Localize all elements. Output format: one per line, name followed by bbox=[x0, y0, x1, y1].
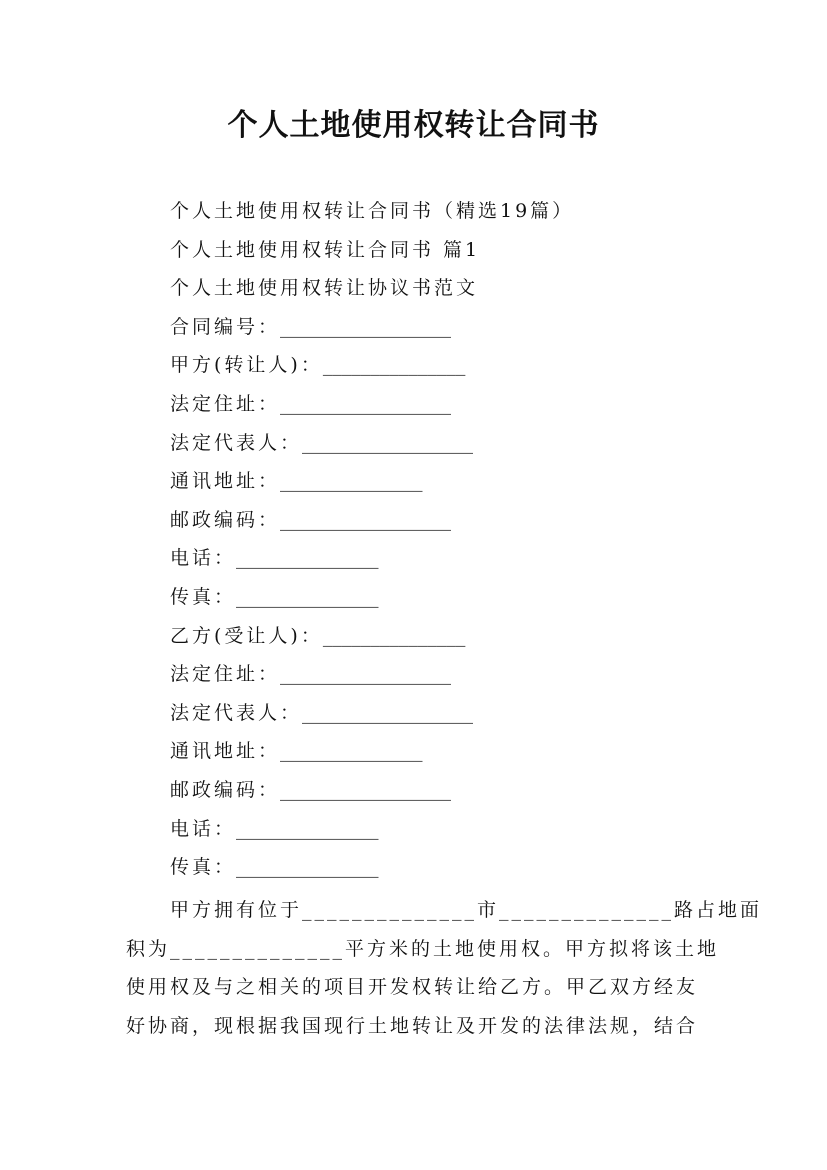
document-line bbox=[170, 235, 480, 262]
line-label: 甲方(转让人)： bbox=[170, 354, 323, 377]
fill-in-blank: __________________ bbox=[302, 701, 474, 724]
document-line bbox=[170, 428, 473, 455]
paragraph-line: 使用权及与之相关的项目开发权转让给乙方。甲乙双方经友 bbox=[126, 976, 699, 999]
line-label: 邮政编码： bbox=[170, 779, 281, 801]
line-label: 法定住址： bbox=[170, 663, 281, 686]
line-label: 传真： bbox=[170, 586, 237, 608]
line-label: 个人土地使用权转让合同书（精选19篇） bbox=[170, 200, 575, 222]
document-line bbox=[170, 852, 379, 879]
fill-in-blank: _______________ bbox=[322, 624, 466, 647]
document-line bbox=[170, 736, 423, 763]
line-label: 个人土地使用权转让协议书范文 bbox=[170, 277, 479, 300]
paragraph-line: 积为______________平方米的土地使用权。甲方拟将该土地 bbox=[126, 937, 720, 960]
document-line bbox=[170, 196, 574, 223]
line-label: 法定代表人： bbox=[170, 431, 303, 454]
line-label: 电话： bbox=[170, 547, 237, 570]
paragraph-line: 好协商，现根据我国现行土地转让及开发的法律法规，结合 bbox=[126, 1014, 699, 1037]
line-label: 乙方(受让人)： bbox=[170, 624, 323, 647]
line-label: 通讯地址： bbox=[170, 740, 281, 763]
fill-in-blank: __________________ bbox=[280, 315, 452, 338]
document-line bbox=[170, 814, 379, 841]
document-line bbox=[170, 505, 451, 532]
fill-in-blank: __________________ bbox=[280, 779, 452, 801]
fill-in-blank: __________________ bbox=[280, 508, 452, 531]
fill-in-blank: _______________ bbox=[280, 470, 423, 493]
line-label: 个人土地使用权转让合同书 篇1 bbox=[170, 238, 481, 261]
fill-in-blank: _______________ bbox=[236, 586, 379, 608]
document-line bbox=[170, 582, 379, 609]
document-line bbox=[170, 621, 465, 648]
document-line bbox=[170, 350, 465, 377]
document-line bbox=[170, 273, 478, 300]
paragraph-line: 甲方拥有位于______________市______________路占地面 bbox=[126, 899, 763, 921]
fill-in-blank: _______________ bbox=[236, 817, 379, 840]
document-line bbox=[170, 389, 451, 416]
fill-in-blank: _______________ bbox=[236, 856, 379, 879]
document-line bbox=[170, 698, 473, 725]
fill-in-blank: __________________ bbox=[280, 663, 452, 686]
document-line bbox=[170, 659, 451, 686]
document-line bbox=[170, 312, 451, 339]
document-line bbox=[170, 466, 423, 493]
document-title: 个人土地使用权转让合同书 bbox=[227, 108, 600, 143]
line-label: 邮政编码： bbox=[170, 508, 281, 531]
line-label: 合同编号： bbox=[170, 315, 281, 338]
line-label: 通讯地址： bbox=[170, 470, 281, 493]
line-label: 法定代表人： bbox=[170, 701, 303, 724]
line-label: 法定住址： bbox=[170, 393, 281, 415]
fill-in-blank: __________________ bbox=[302, 431, 474, 454]
line-label: 电话： bbox=[170, 817, 237, 840]
document-line bbox=[170, 543, 379, 570]
fill-in-blank: _______________ bbox=[280, 740, 423, 763]
document-line bbox=[170, 775, 451, 802]
fill-in-blank: _______________ bbox=[236, 547, 379, 570]
fill-in-blank: _______________ bbox=[322, 354, 466, 377]
fill-in-blank: __________________ bbox=[280, 393, 452, 415]
line-label: 传真： bbox=[170, 856, 237, 879]
